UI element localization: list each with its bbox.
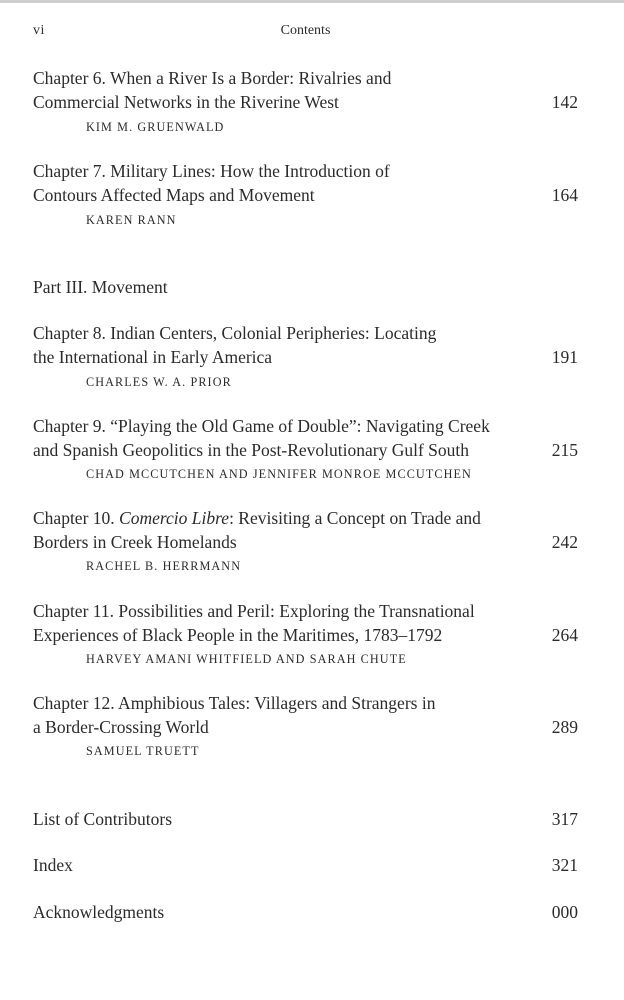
page-number: 321 bbox=[551, 855, 578, 875]
page-number: 317 bbox=[551, 809, 578, 829]
toc-entry-list-of-contributors[interactable] bbox=[33, 808, 578, 832]
part-heading: Part III. Movement bbox=[33, 277, 168, 297]
chapter-author: KIM M. GRUENWALD bbox=[86, 120, 225, 134]
toc-entry-chapter-11[interactable] bbox=[33, 600, 578, 666]
page-number: 215 bbox=[551, 439, 578, 460]
chapter-title bbox=[33, 507, 503, 554]
chapter-title-line: the International in Early America bbox=[33, 346, 273, 367]
chapter-title-line: Chapter 8. Indian Centers, Colonial Peripheries: Locating bbox=[33, 323, 437, 343]
page-number: 142 bbox=[551, 91, 578, 112]
chapter-author: KAREN RANN bbox=[86, 213, 177, 227]
running-head bbox=[33, 23, 578, 43]
chapter-title-line: a Border-Crossing World bbox=[33, 716, 209, 737]
back-matter-label: Acknowledgments bbox=[33, 902, 165, 922]
chapter-title-line: Chapter 9. “Playing the Old Game of Double”: Navigating Creek bbox=[33, 416, 490, 436]
page-number: 164 bbox=[551, 184, 578, 205]
chapter-title-line: Chapter 7. Military Lines: How the Introduction of bbox=[33, 161, 390, 181]
chapter-title-line: Chapter 6. When a River Is a Border: Rivalries and bbox=[33, 68, 392, 88]
page-number: 289 bbox=[551, 716, 578, 737]
toc-entry-acknowledgments[interactable] bbox=[33, 901, 578, 925]
chapter-title bbox=[33, 692, 503, 739]
toc-entry-chapter-7[interactable] bbox=[33, 160, 578, 227]
chapter-author: CHARLES W. A. PRIOR bbox=[86, 375, 232, 389]
page-number: 000 bbox=[551, 902, 578, 922]
back-matter-label: List of Contributors bbox=[33, 809, 173, 829]
chapter-title-line: Experiences of Black People in the Maritimes, 1783–1792 bbox=[33, 624, 443, 645]
chapter-title-line: Commercial Networks in the Riverine West bbox=[33, 91, 339, 112]
running-title: Contents bbox=[280, 23, 331, 38]
chapter-title-italic: Comercio Libre bbox=[119, 508, 230, 528]
chapter-title bbox=[33, 160, 503, 207]
chapter-author: HARVEY AMANI WHITFIELD AND SARAH CHUTE bbox=[86, 652, 407, 666]
chapter-title bbox=[33, 67, 503, 114]
chapter-author: RACHEL B. HERRMANN bbox=[86, 559, 242, 573]
toc-entry-chapter-12[interactable] bbox=[33, 692, 578, 758]
chapter-title-line: Contours Affected Maps and Movement bbox=[33, 184, 315, 205]
toc-entry-chapter-10[interactable] bbox=[33, 507, 578, 573]
chapter-author: SAMUEL TRUETT bbox=[86, 744, 200, 758]
chapter-title-line bbox=[33, 507, 503, 531]
back-matter-label: Index bbox=[33, 855, 73, 875]
page-folio: vi bbox=[33, 23, 45, 38]
chapter-title-line: Borders in Creek Homelands bbox=[33, 531, 237, 552]
page-number: 191 bbox=[551, 346, 578, 367]
chapter-title-line: Chapter 11. Possibilities and Peril: Exploring the Transnational bbox=[33, 601, 475, 621]
toc-entry-chapter-9[interactable] bbox=[33, 415, 578, 481]
page-number: 242 bbox=[551, 531, 578, 552]
chapter-title-line: Chapter 12. Amphibious Tales: Villagers and Strangers in bbox=[33, 693, 436, 713]
chapter-title bbox=[33, 322, 503, 369]
chapter-title-suffix: : Revisiting a Concept on Trade and bbox=[229, 508, 481, 528]
toc-entry-chapter-8[interactable] bbox=[33, 322, 578, 389]
chapter-title bbox=[33, 415, 503, 462]
page-number: 264 bbox=[551, 624, 578, 645]
chapter-title-line: and Spanish Geopolitics in the Post-Revolutionary Gulf South bbox=[33, 439, 470, 460]
chapter-title-prefix: Chapter 10. bbox=[33, 508, 120, 528]
chapter-author: CHAD MCCUTCHEN AND JENNIFER MONROE MCCUTCHEN bbox=[86, 467, 472, 481]
toc-entry-index[interactable] bbox=[33, 854, 578, 878]
toc-entry-chapter-6[interactable] bbox=[33, 67, 578, 134]
chapter-title bbox=[33, 600, 503, 647]
